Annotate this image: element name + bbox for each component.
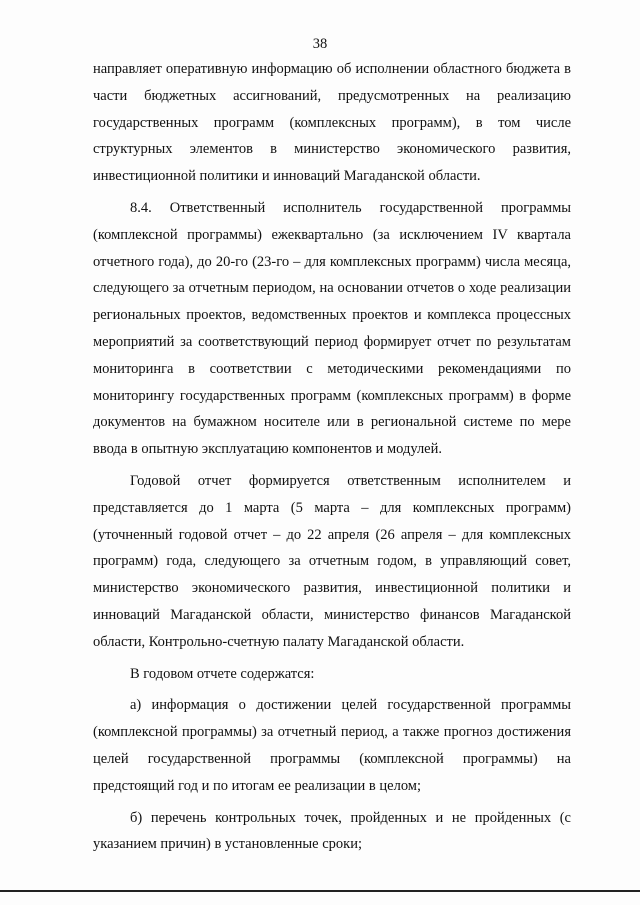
- bottom-border-line: [0, 890, 640, 892]
- list-item-a: а) информация о достижении целей государственной программы (комплексной программы) за отчетный период, а также прогноз достижения целей государственной программы (комплексной программы) на предстоящий год и по итогам ее реализации в целом;: [93, 697, 571, 794]
- paragraph-8-4: 8.4. Ответственный исполнитель государственной программы (комплексной программы) ежеквартально (за исключением IV квартала отчетного года), до 20-го (23-го – для комплексных программ) числа месяца, следующего за отчетным периодом, на основании отчетов о ходе реализации региональных проектов, ведомственных проектов и комплекса процессных мероприятий за соответствующий период формирует отчет по результатам мониторинга в соответствии с методическими рекомендациями по мониторингу государственных программ (комплексных программ) в форме документов на бумажном носителе или в региональной системе по мере ввода в опытную эксплуатацию компонентов и модулей.: [93, 199, 571, 458]
- paragraph-continuation: направляет оперативную информацию об исполнении областного бюджета в части бюджетных ассигнований, предусмотренных на реализацию государственных программ (комплексных программ), в том числе структурных элементов в министерство экономического развития, инвестиционной политики и инноваций Магаданской области.: [93, 61, 571, 185]
- paragraph-annual-report-contents: В годовом отчете содержатся:: [130, 665, 315, 682]
- paragraph-annual-report: Годовой отчет формируется ответственным исполнителем и представляется до 1 марта (5 марта – для комплексных программ) (уточненный годовой отчет – до 22 апреля (26 апреля – для комплексных программ) года, следующего за отчетным годом, в управляющий совет, министерство экономического развития, инвестиционной политики и инноваций Магаданской области, министерство финансов Магаданской области, Контрольно-счетную палату Магаданской области.: [93, 472, 571, 650]
- page-number: 38: [312, 36, 328, 52]
- document-body: [93, 56, 571, 858]
- list-item-b: б) перечень контрольных точек, пройденных и не пройденных (с указанием причин) в установленные сроки;: [93, 809, 571, 853]
